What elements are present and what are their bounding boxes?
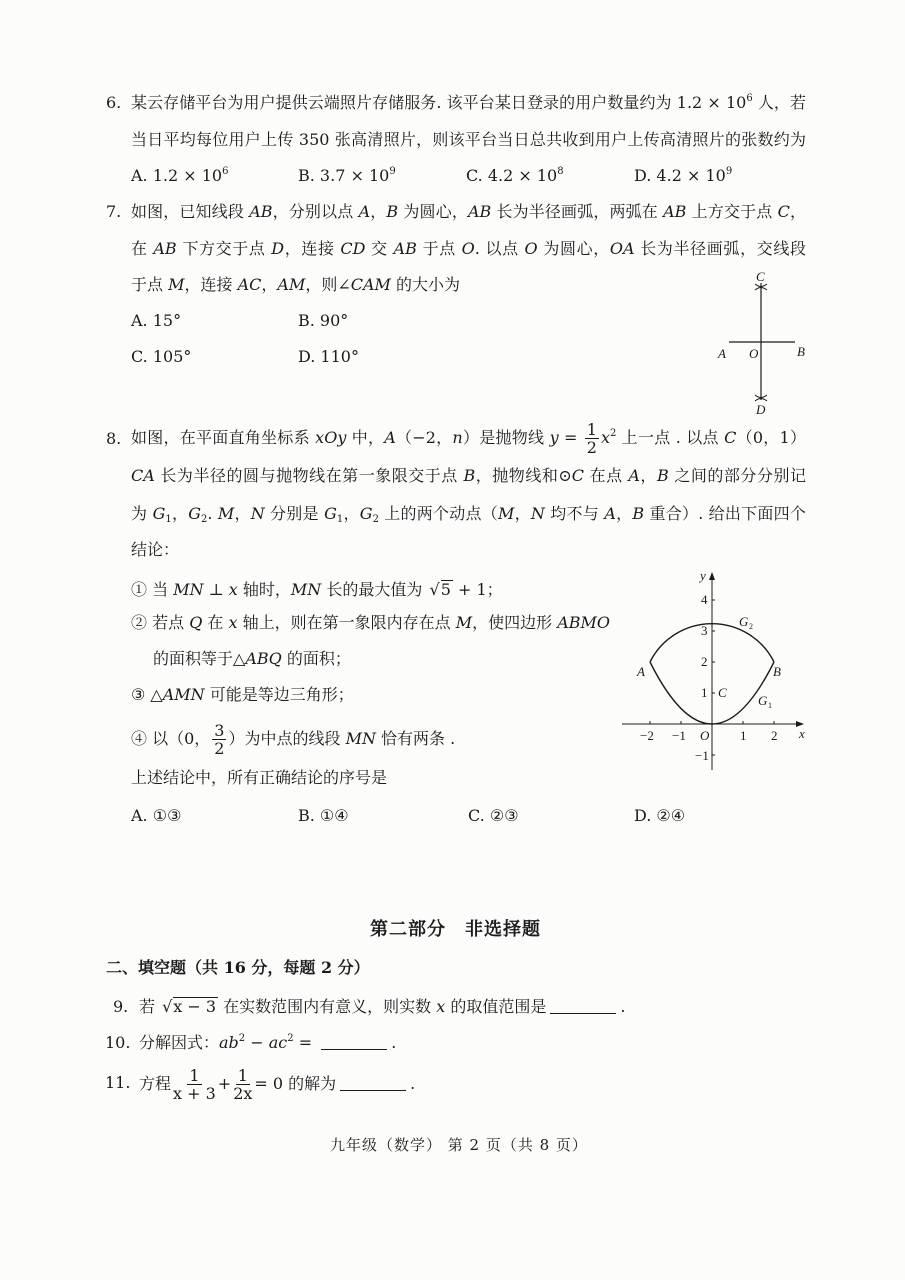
text-run: 轴时， <box>237 580 291 599</box>
superscript: 6 <box>746 93 753 104</box>
math-variable: AB <box>153 239 177 258</box>
option-b <box>298 308 348 334</box>
x-tick-label: −2 <box>640 728 654 743</box>
text-run: 如图，已知线段 <box>131 202 250 221</box>
math-variable: A <box>628 466 640 485</box>
x-tick-label: 1 <box>740 728 747 743</box>
math-variable: x <box>600 428 610 447</box>
question-number: 9. <box>113 997 129 1016</box>
math-variable: AMN <box>162 685 205 704</box>
text-run: ， <box>789 202 806 221</box>
text-run: 上述结论中，所有正确结论的序号是 <box>131 768 388 787</box>
numerator: 1 <box>189 1066 200 1085</box>
point-c-label: C <box>718 685 727 700</box>
math-variable: Q <box>189 613 203 632</box>
math-variable: ABQ <box>245 649 282 668</box>
text-run: ， <box>234 504 251 523</box>
text-run: 在 <box>202 613 229 632</box>
text-run: ， <box>514 504 531 523</box>
text-run: 长为半径画弧，交线段 <box>634 239 806 258</box>
point-b-label: B <box>773 664 781 679</box>
subscript: 2 <box>372 514 379 525</box>
point-a-label: A <box>637 664 645 679</box>
text-run: = 0 的解为 <box>254 1074 337 1093</box>
text-run: 重合）. 给出下面四个 <box>644 504 806 523</box>
radicand: √ 5 <box>441 580 453 599</box>
y-tick-label: 4 <box>701 592 708 607</box>
label-d: D <box>756 402 766 417</box>
text-run: B. 90° <box>298 311 349 330</box>
text-run: C. 105° <box>131 347 192 366</box>
text-run: 若 <box>139 997 161 1016</box>
conclusion-3 <box>131 682 354 708</box>
math-variable: AC <box>237 275 262 294</box>
text-run: ，连接 <box>184 275 238 294</box>
text-run: 的面积等于△ <box>153 649 246 668</box>
text-run: . <box>391 1033 397 1052</box>
math-variable: N <box>530 504 545 523</box>
text-run: 为 <box>131 504 153 523</box>
text-run: 上方交于点 <box>686 202 778 221</box>
numerator: 1 <box>586 420 597 439</box>
label-a: A <box>718 346 726 361</box>
math-variable: M <box>498 504 515 523</box>
text-run: 的大小为 <box>390 275 461 294</box>
math-variable: x <box>228 580 238 599</box>
text-run: ， <box>261 275 278 294</box>
text-run: 中， <box>346 428 385 447</box>
math-variable: AB <box>467 202 492 221</box>
math-variable: ac <box>268 1033 288 1052</box>
text-run: 方程 <box>139 1074 172 1093</box>
text-run: B. ①④ <box>298 806 349 825</box>
question-text <box>139 1062 415 1106</box>
text-run: A. 15° <box>131 311 182 330</box>
math-variable: AB <box>393 239 417 258</box>
option-c <box>466 163 564 189</box>
math-variable: xOy <box>315 428 347 447</box>
option-a <box>131 308 181 334</box>
text-run: ）为中点的线段 <box>228 729 346 748</box>
text-run: 于点 <box>131 275 169 294</box>
text-run: ，则∠ <box>305 275 351 294</box>
text-run: C. ②③ <box>468 806 519 825</box>
x-axis-label: x <box>799 726 805 741</box>
math-variable: M <box>217 504 235 523</box>
math-variable: CA <box>131 466 155 485</box>
text-run: （−2， <box>395 428 453 447</box>
text-run: 为圆心， <box>398 202 468 221</box>
math-variable: B <box>632 504 645 523</box>
math-variable: AB <box>663 202 687 221</box>
part-title: 第二部分 非选择题 <box>370 919 541 940</box>
text-run: ，分别以点 <box>272 202 359 221</box>
text-run: 为圆心， <box>537 239 610 258</box>
conclusion-4 <box>131 718 455 760</box>
text-run: C. 4.2 × 10 <box>466 166 558 185</box>
text-run: . <box>410 1074 416 1093</box>
text-run: ， <box>615 504 633 523</box>
math-variable: n <box>452 428 463 447</box>
math-variable: AM <box>277 275 306 294</box>
x-tick-label: −1 <box>672 728 686 743</box>
text-run: 的取值范围是 <box>445 997 547 1016</box>
text-run: = <box>293 1033 318 1052</box>
option-c <box>468 803 519 829</box>
conclusion-2-cont <box>153 646 351 672</box>
superscript: 2 <box>287 1033 294 1044</box>
text-run: . 以点 <box>474 239 525 258</box>
text-run: 的面积； <box>281 649 351 668</box>
question-number: 10. <box>105 1033 131 1052</box>
text-run: 可能是等边三角形； <box>204 685 354 704</box>
y-tick-label: −1 <box>695 748 709 763</box>
numerator: 1 <box>237 1066 248 1085</box>
math-variable: x <box>436 997 446 1016</box>
question-prompt <box>131 765 387 791</box>
math-variable: N <box>250 504 265 523</box>
text-run: 当日平均每位用户上传 350 张高清照片，则该平台当日总共收到用户上传高清照片的张数约为 <box>131 130 806 149</box>
section-heading: 二、填空题（共 16 分，每题 2 分） <box>106 958 370 977</box>
superscript: 9 <box>389 166 396 177</box>
text-run: D. 110° <box>298 347 359 366</box>
g1-subscript: 1 <box>768 701 772 710</box>
denominator: 2 <box>586 438 597 457</box>
answer-blank <box>321 1033 387 1050</box>
text-run: 结论： <box>131 540 180 559</box>
text-run: A. ①③ <box>131 806 182 825</box>
text-run: 交 <box>365 239 394 258</box>
text-run: D. 4.2 × 10 <box>634 166 726 185</box>
text-run: 在 <box>131 239 154 258</box>
option-b <box>298 803 349 829</box>
math-variable: A <box>384 428 396 447</box>
text-run: ，抛物线和⊙ <box>475 466 572 485</box>
math-variable: D <box>271 239 285 258</box>
text-run: D. ②④ <box>634 806 686 825</box>
text-run: 恰有两条 . <box>375 729 456 748</box>
text-run: 上的两个动点（ <box>378 504 499 523</box>
text-run: 长为半径画弧，两弧在 <box>491 202 664 221</box>
question-text <box>131 199 806 225</box>
option-d <box>634 163 732 189</box>
conclusion-2 <box>131 610 610 636</box>
math-variable: OA <box>609 239 635 258</box>
math-variable: y <box>549 428 559 447</box>
g2-label: G <box>739 614 749 629</box>
text-run: 之间的部分分别记 <box>668 466 806 485</box>
label-c: C <box>756 269 765 284</box>
math-variable: B <box>463 466 476 485</box>
question-text <box>139 994 625 1020</box>
math-variable: CAM <box>350 275 391 294</box>
g2-subscript: 2 <box>749 622 753 631</box>
text-run: + 1； <box>452 580 503 599</box>
subscript: 1 <box>165 514 172 525</box>
math-variable: G <box>324 504 337 523</box>
text-run: ③ △ <box>131 685 163 704</box>
page-footer: 九年级（数学） 第 2 页（共 8 页） <box>330 1136 588 1154</box>
text-run: ② 若点 <box>131 613 190 632</box>
question-text <box>139 1030 396 1056</box>
math-variable: ABMO <box>557 613 611 632</box>
math-variable: B <box>656 466 669 485</box>
label-b: B <box>797 344 805 359</box>
superscript: 2 <box>609 428 617 439</box>
math-variable: AB <box>249 202 273 221</box>
question-text <box>131 272 460 298</box>
text-run: 上一点 . 以点 <box>616 428 725 447</box>
text-run: = <box>558 428 583 447</box>
text-run: B. 3.7 × 10 <box>298 166 390 185</box>
math-variable: MN <box>345 729 376 748</box>
question-text <box>131 90 806 116</box>
text-run: ， <box>370 202 387 221</box>
square-root <box>428 580 453 599</box>
option-d <box>298 344 359 370</box>
y-tick-label: 3 <box>701 623 708 638</box>
math-variable: M <box>455 613 473 632</box>
math-variable: C <box>724 428 737 447</box>
superscript: 9 <box>725 166 733 177</box>
y-tick-label: 2 <box>701 654 708 669</box>
math-variable: G <box>188 504 202 523</box>
text-run: ① 当 <box>131 580 174 599</box>
question-number: 11. <box>105 1073 131 1092</box>
figure-q7-perpendicular-bisector <box>700 265 820 420</box>
subscript: 2 <box>201 514 208 525</box>
text-run: ， <box>343 504 360 523</box>
text-run: 轴上，则在第一象限内存在点 <box>237 613 456 632</box>
math-variable: A <box>358 202 371 221</box>
text-run: 人，若 <box>752 93 806 112</box>
text-run: 某云存储平台为用户提供云端照片存储服务. 该平台某日登录的用户数量约为 1.2 × 10 <box>131 93 747 112</box>
denominator: 2x <box>233 1084 253 1103</box>
subscript: 1 <box>336 514 344 525</box>
question-number: 7. <box>106 202 122 221</box>
text-run: 下方交于点 <box>176 239 272 258</box>
option-c <box>131 344 191 370</box>
text-run: . <box>620 997 626 1016</box>
text-run: + <box>217 1074 232 1093</box>
text-run: . <box>207 504 218 523</box>
math-variable: M <box>168 275 185 294</box>
square-root <box>160 997 218 1016</box>
text-run: ， <box>171 504 189 523</box>
conclusion-1 <box>131 577 503 603</box>
math-variable: B <box>386 202 399 221</box>
fraction <box>233 1067 252 1102</box>
math-variable: O <box>461 239 475 258</box>
option-d <box>634 803 685 829</box>
answer-blank <box>340 1074 406 1091</box>
fraction <box>212 722 226 757</box>
math-variable: O <box>524 239 538 258</box>
superscript: 2 <box>238 1033 246 1044</box>
text-run: （0，1） <box>736 428 806 447</box>
text-run: ， <box>639 466 657 485</box>
text-run: ，连接 <box>284 239 341 258</box>
text-run: 于点 <box>416 239 462 258</box>
math-variable: C <box>777 202 790 221</box>
y-axis-label: y <box>700 568 706 583</box>
figure-q8-parabola-circle <box>600 560 820 780</box>
g1-label: G <box>758 693 768 708</box>
text-run: ④ 以（0， <box>131 729 211 748</box>
math-variable: ab <box>219 1033 239 1052</box>
text-run: 如图，在平面直角坐标系 <box>131 428 316 447</box>
y-tick-label: 1 <box>701 685 708 700</box>
text-run: ）是抛物线 <box>462 428 550 447</box>
question-text <box>131 501 806 527</box>
answer-blank <box>550 997 616 1014</box>
math-variable: x <box>228 613 238 632</box>
superscript: 6 <box>222 166 229 177</box>
math-variable: A <box>604 504 616 523</box>
option-a <box>131 163 228 189</box>
math-variable: CD <box>340 239 366 258</box>
math-variable: C <box>571 466 585 485</box>
question-text <box>131 537 179 563</box>
text-run: 在点 <box>584 466 629 485</box>
denominator: 2 <box>214 739 225 758</box>
text-run: 长为半径的圆与抛物线在第一象限交于点 <box>154 466 464 485</box>
question-number: 8. <box>106 429 122 448</box>
text-run: 分别是 <box>264 504 325 523</box>
question-text <box>131 416 806 460</box>
text-run: ，使四边形 <box>472 613 558 632</box>
math-variable: MN <box>173 580 204 599</box>
text-run: 分解因式： <box>139 1033 220 1052</box>
numerator: 3 <box>214 721 225 740</box>
question-text <box>131 463 806 489</box>
question-text <box>131 236 806 262</box>
option-b <box>298 163 396 189</box>
fraction <box>173 1067 216 1102</box>
math-variable: MN <box>290 580 322 599</box>
text-run: 在实数范围内有意义，则实数 <box>218 997 437 1016</box>
superscript: 8 <box>557 166 564 177</box>
option-a <box>131 803 181 829</box>
text-run: 长的最大值为 <box>321 580 428 599</box>
question-text <box>131 127 806 153</box>
question-number: 6. <box>106 93 122 112</box>
label-o: O <box>749 346 759 361</box>
denominator: x + 3 <box>173 1084 216 1103</box>
text-run: − <box>245 1033 269 1052</box>
math-variable: G <box>359 504 373 523</box>
math-variable: G <box>152 504 166 523</box>
text-run: ⊥ <box>203 580 229 599</box>
text-run: A. 1.2 × 10 <box>131 166 223 185</box>
x-tick-label: 2 <box>771 728 778 743</box>
fraction <box>585 421 599 456</box>
origin-label: O <box>700 728 710 743</box>
radicand: √ x − 3 <box>173 997 218 1016</box>
text-run: 均不与 <box>544 504 605 523</box>
